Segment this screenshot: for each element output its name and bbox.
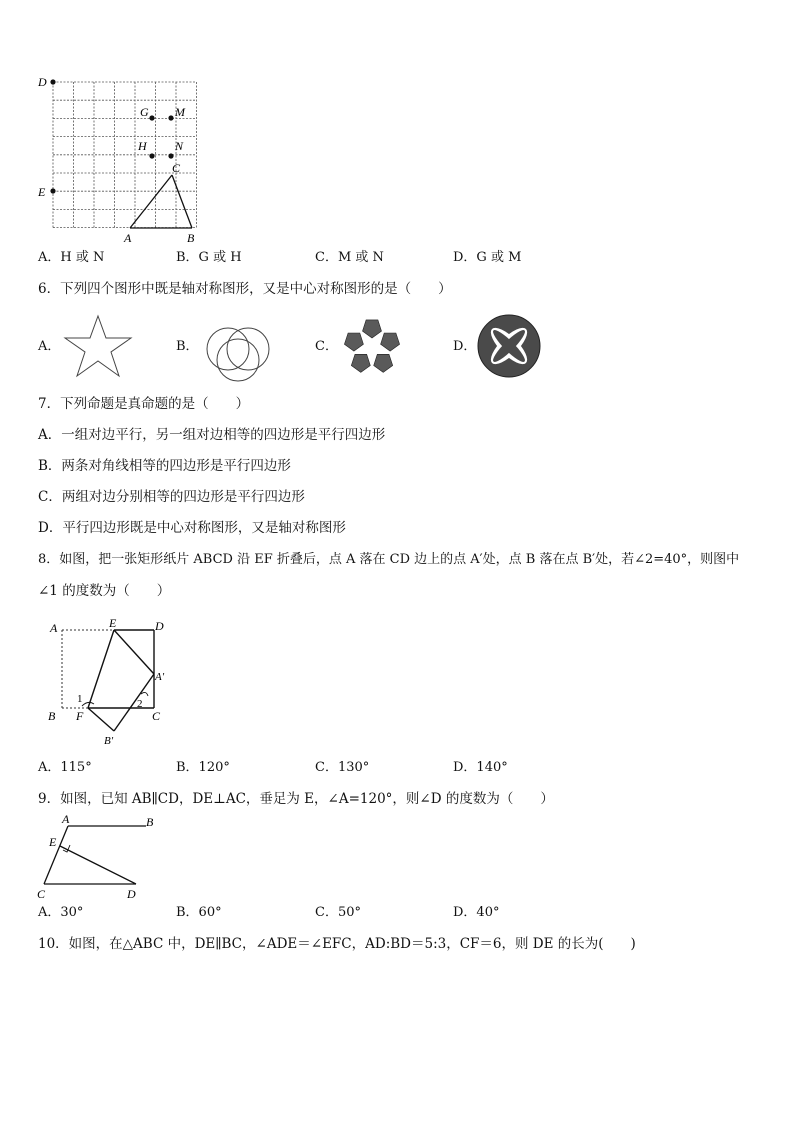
point-n: [168, 153, 173, 158]
label-b: B: [187, 231, 195, 245]
label-e: E: [38, 185, 46, 199]
q9-stem: 9．如图，已知 AB∥CD，DE⊥AC，垂足为 E，∠A=120°，则∠D 的度数为（ ）: [38, 791, 554, 807]
q7-option-a: A．一组对边平行，另一组对边相等的四边形是平行四边形: [38, 427, 386, 443]
edge-ea1: [114, 630, 154, 674]
label-angle-2: 2: [137, 698, 143, 710]
label-e: E: [109, 616, 117, 630]
point-g: [149, 115, 154, 120]
q6-option-b-label: B．: [176, 339, 199, 354]
label-angle-1: 1: [77, 693, 83, 705]
q10-stem: 10．如图，在△ABC 中，DE∥BC，∠ADE＝∠EFC，AD:BD＝5:3，CF＝6，则 DE 的长为( ): [38, 936, 636, 952]
q6-option-d-label: D．: [453, 339, 477, 354]
edge-a1b1: [114, 674, 154, 731]
label-b: B: [146, 815, 154, 829]
q9-option-d: D．40°: [453, 905, 500, 920]
triangle-side-ac: [130, 175, 172, 228]
label-a: A: [124, 231, 132, 245]
triangle-side-bc: [172, 175, 192, 228]
label-h: H: [138, 139, 147, 153]
pentagon-shape: [374, 354, 393, 372]
label-c: C: [152, 709, 161, 723]
label-d: D: [155, 619, 164, 633]
angle-2-arc: [141, 692, 148, 696]
circle-bottom: [217, 339, 259, 381]
label-a-prime: A′: [155, 671, 165, 683]
label-d: D: [38, 75, 47, 89]
grid-lines: [53, 82, 197, 228]
q5-option-b: B．G 或 H: [176, 250, 242, 265]
q5-option-c: C．M 或 N: [315, 250, 384, 265]
q5-grid-figure: [30, 70, 210, 250]
edge-b1f: [88, 708, 114, 731]
q6-stem: 6．下列四个图形中既是轴对称图形，又是中心对称图形的是（ ）: [38, 281, 452, 297]
star-shape: [65, 316, 131, 376]
q8-stem-line1: 8．如图，把一张矩形纸片 ABCD 沿 EF 折叠后，点 A 落在 CD 边上的点 A′处，点 B 落在点 B′处，若∠2=40°，则图中: [38, 552, 740, 567]
point-d: [50, 79, 55, 84]
five-pentagons-figure: [338, 313, 406, 379]
label-d: D: [127, 887, 136, 901]
three-circles-figure: [198, 312, 278, 382]
fold-line-ef: [88, 630, 114, 708]
q6-option-c-label: C．: [315, 339, 338, 354]
line-ed: [60, 846, 136, 884]
label-g: G: [140, 105, 149, 119]
pentagon-shape: [381, 333, 400, 351]
point-m: [168, 115, 173, 120]
angle-1-arc: [82, 702, 94, 706]
label-m: M: [175, 105, 185, 119]
q8-option-a: A．115°: [38, 760, 92, 775]
label-a: A: [62, 812, 70, 826]
q5-option-d: D．G 或 M: [453, 250, 522, 265]
label-b: B: [48, 709, 56, 723]
q9-option-a: A．30°: [38, 905, 84, 920]
circle-right: [227, 328, 269, 370]
star-figure: [62, 313, 134, 379]
label-f: F: [76, 709, 84, 723]
pentagon-shape: [344, 333, 363, 351]
label-b-prime: B′: [104, 735, 114, 744]
q8-option-b: B．120°: [176, 760, 230, 775]
label-n: N: [175, 139, 184, 153]
label-a: A: [50, 621, 58, 635]
q7-stem: 7．下列命题是真命题的是（ ）: [38, 396, 250, 412]
q9-option-c: C．50°: [315, 905, 361, 920]
q9-parallel-figure: [34, 810, 164, 902]
circle-petals-figure: [475, 312, 543, 380]
q9-option-b: B．60°: [176, 905, 222, 920]
point-e: [50, 188, 55, 193]
label-e: E: [49, 835, 57, 849]
point-h: [149, 153, 154, 158]
label-c: C: [37, 887, 46, 901]
q7-option-d: D．平行四边形既是中心对称图形，又是轴对称图形: [38, 520, 346, 536]
q7-option-b: B．两条对角线相等的四边形是平行四边形: [38, 458, 291, 474]
q7-option-c: C．两组对边分别相等的四边形是平行四边形: [38, 489, 305, 505]
q8-option-c: C．130°: [315, 760, 370, 775]
pentagon-shape: [363, 320, 382, 338]
circle-left: [207, 328, 249, 370]
pentagon-shape: [351, 354, 370, 372]
label-c: C: [172, 161, 181, 175]
q8-option-d: D．140°: [453, 760, 508, 775]
q8-fold-figure: [44, 614, 184, 744]
q6-option-a-label: A．: [38, 339, 61, 354]
q5-option-a: A．H 或 N: [38, 250, 105, 265]
pentagon-group: [344, 320, 399, 373]
q8-stem-line2: ∠1 的度数为（ ）: [38, 583, 171, 599]
